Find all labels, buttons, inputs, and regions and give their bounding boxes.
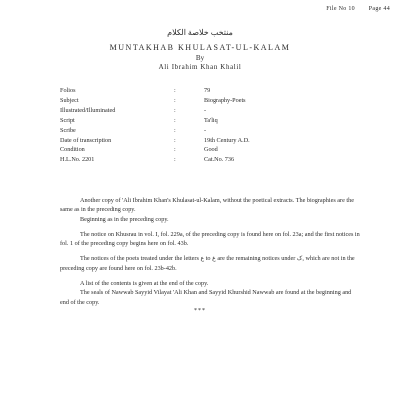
metadata-table (60, 86, 360, 165)
metadata-value: Good (204, 146, 218, 154)
metadata-value: Biography-Poets (204, 96, 246, 104)
author-name: Ali Ibrahim Khan Khalil (158, 63, 242, 71)
by-line: By (195, 54, 205, 62)
metadata-value: 19th Century A.D. (204, 136, 250, 144)
description-paragraph: Another copy of 'Ali Ibrahim Khan's Khulasat-ul-Kalam, without the poetical extracts. The biographies are the same as in the preceding copy. (60, 197, 354, 214)
description-paragraph: The seals of Nawwab Sayyid Vilayat 'Ali Khan and Sayyid Khurshid Nawwab are found at the beginning and end of the copy. (60, 289, 352, 306)
metadata-colon: : (174, 87, 176, 94)
document-title: MUNTAKHAB KHULASAT-UL-KALAM (109, 43, 291, 52)
metadata-row-date (60, 136, 360, 146)
metadata-value: - (204, 106, 207, 114)
metadata-colon: : (174, 96, 176, 104)
metadata-row-script (60, 116, 360, 126)
metadata-colon: : (174, 126, 176, 134)
metadata-colon: : (174, 136, 176, 144)
metadata-row-subject (60, 96, 360, 106)
metadata-value: - (204, 126, 207, 134)
metadata-value: Ta'liq (204, 116, 218, 124)
metadata-colon: : (174, 116, 176, 124)
description-paragraph: The notice on Khusrau in vol. I, fol. 229a, of the preceding copy is found here on fol. 23a; and the first notices in fol. 1 of the preceding copy begins here on fol. 43b. (60, 230, 360, 248)
metadata-row-folios (60, 86, 360, 96)
metadata-value: Cat.No. 736 (204, 156, 235, 164)
description-paragraph: Beginning as in the preceding copy. (80, 215, 169, 223)
arabic-title: منتخب خلاصة الكلام (167, 28, 233, 37)
metadata-label: Illustrated/Illuminated (60, 106, 116, 114)
metadata-colon: : (174, 106, 176, 114)
file-number: File No 10 (326, 6, 355, 12)
description-paragraph: The notices of the poets treated under the letters ع to غ are the remaining notices under ک, which are not in the preceding copy are found here on fol. 23b-42b. (60, 255, 355, 272)
metadata-row-catalog (60, 155, 360, 165)
metadata-label: Folios (60, 87, 76, 94)
metadata-label: Scribe (60, 126, 76, 134)
metadata-colon: : (174, 156, 176, 164)
page-number: Page 44 (368, 6, 390, 12)
metadata-row-condition (60, 145, 360, 155)
metadata-label: Script (60, 116, 75, 124)
page-header (314, 6, 390, 12)
metadata-label: Date of transcription (60, 136, 112, 144)
metadata-colon: : (174, 146, 176, 154)
metadata-label: Subject (60, 96, 79, 104)
end-mark: *** (194, 308, 206, 314)
metadata-value: 79 (204, 87, 211, 94)
metadata-label: Condition (60, 146, 85, 154)
metadata-label: H.L.No. 2201 (60, 156, 95, 164)
description-body (60, 196, 360, 307)
metadata-row-scribe (60, 126, 360, 136)
description-paragraph: A list of the contents is given at the end of the copy. (80, 280, 209, 288)
metadata-row-illustrated (60, 106, 360, 116)
